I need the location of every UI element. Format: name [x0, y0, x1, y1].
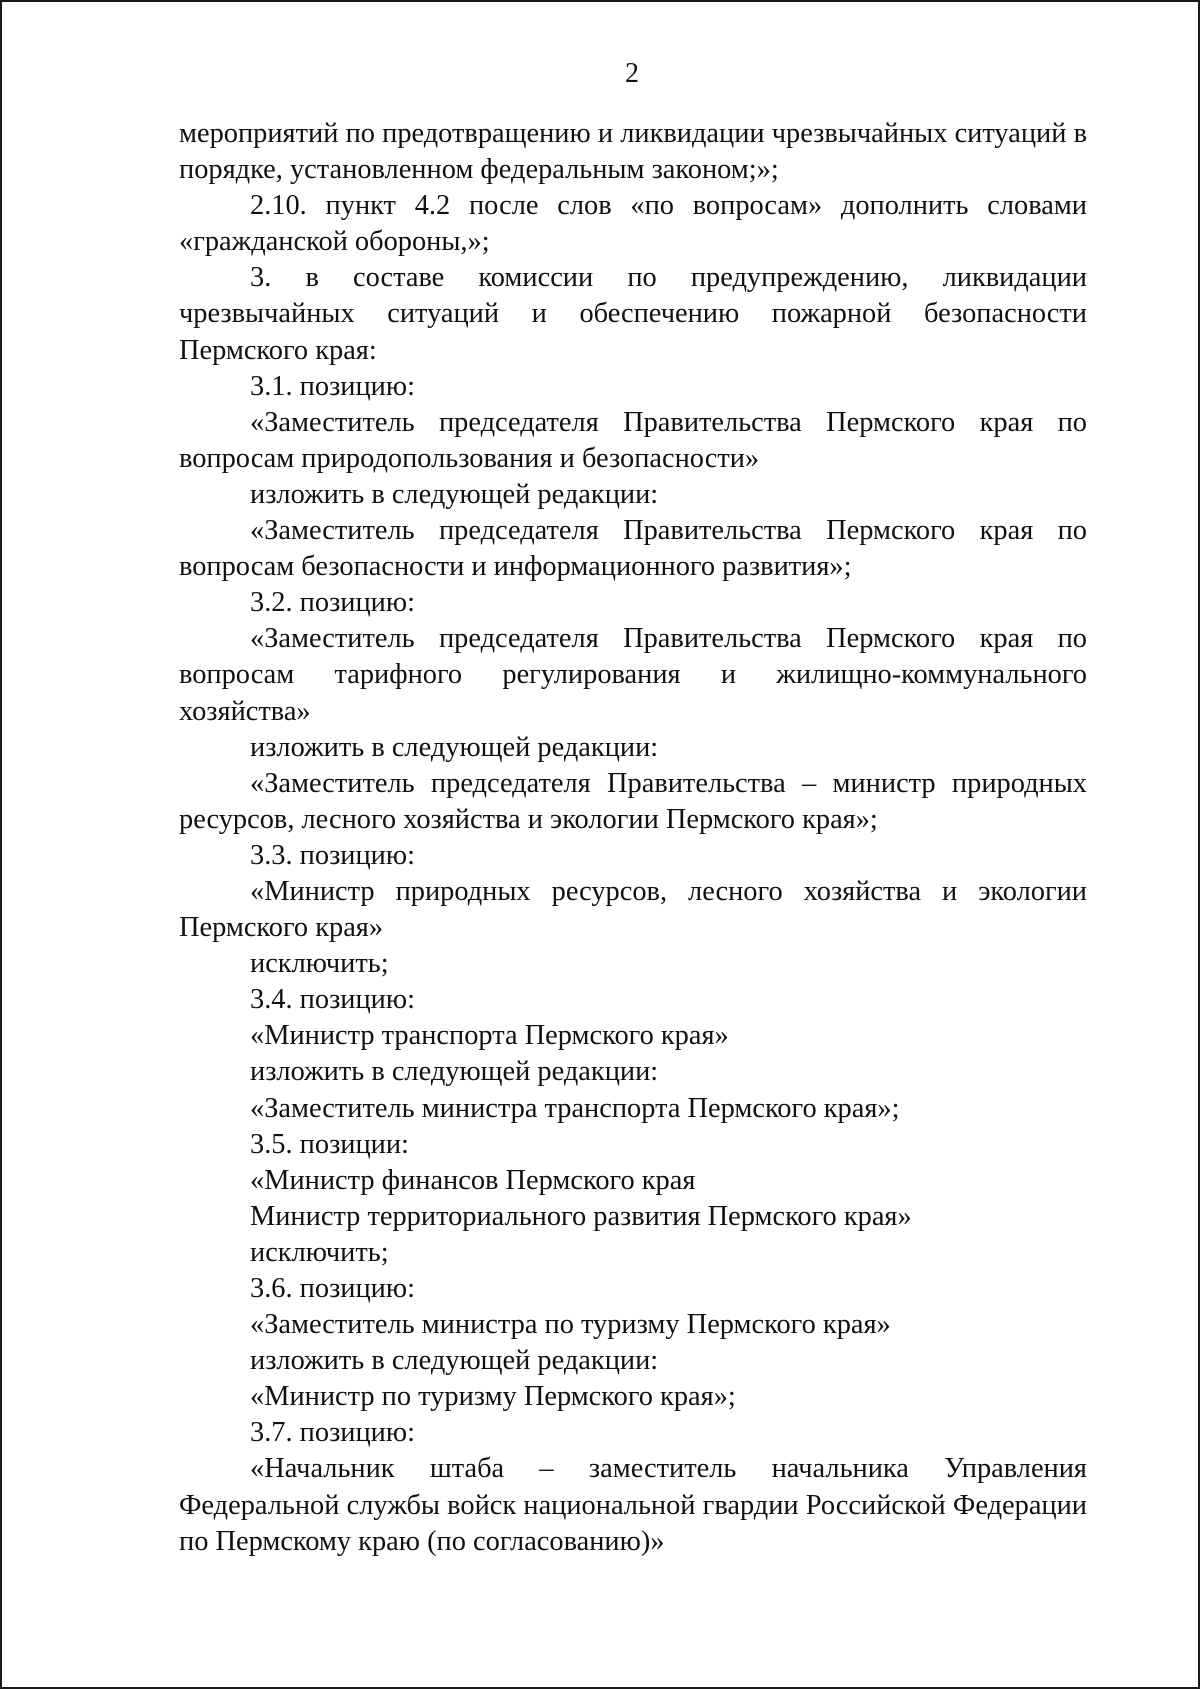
paragraph: 3.2. позицию: [250, 587, 415, 619]
paragraph: 3.7. позицию: [250, 1417, 415, 1449]
paragraph: «Заместитель министра транспорта Пермского края»; [250, 1092, 900, 1124]
paragraph: 3.4. позицию: [250, 984, 415, 1016]
paragraph: «Министр природных ресурсов, лесного хозяйства и экологии Пермского края» [179, 875, 1087, 944]
paragraph: «Заместитель председателя Правительства Пермского края по вопросам природопользования и безопасности» [179, 406, 1087, 474]
paragraph: 3. в составе комиссии по предупреждению, ликвидации чрезвычайных ситуаций и обеспечению пожарной безопасности Пермского края: [179, 262, 1087, 366]
paragraph: исключить; [250, 948, 389, 980]
paragraph: «Министр финансов Пермского края [250, 1164, 696, 1196]
paragraph: 3.6. позицию: [250, 1273, 415, 1304]
paragraph: изложить в следующей редакции: [250, 1345, 659, 1377]
page-number: 2 [625, 58, 639, 89]
paragraph: «Министр по туризму Пермского края»; [250, 1381, 736, 1413]
scan-edge-left [0, 0, 2, 1689]
document-body [179, 116, 1087, 1560]
scan-edge-top [0, 0, 1200, 2]
paragraph: 2.10. пункт 4.2 после слов «по вопросам» дополнить словами «гражданской обороны,»; [179, 190, 1087, 258]
paragraph: 3.1. позицию: [250, 370, 415, 402]
paragraph: изложить в следующей редакции: [250, 478, 659, 510]
paragraph: Министр территориального развития Пермского края» [250, 1200, 912, 1232]
paragraph: изложить в следующей редакции: [250, 1056, 659, 1088]
paragraph: «Заместитель председателя Правительства Пермского края по вопросам безопасности и информационного развития»; [179, 515, 1087, 583]
paragraph: исключить; [250, 1236, 389, 1268]
paragraph: мероприятий по предотвращению и ликвидации чрезвычайных ситуаций в порядке, установленном федеральным законом;»; [179, 118, 1087, 186]
paragraph: 3.5. позиции: [250, 1128, 409, 1160]
paragraph: «Начальник штаба – заместитель начальника Управления Федеральной службы войск национальной гвардии Российской Федерации по Пермскому краю (по согласованию)» [179, 1453, 1087, 1557]
paragraph: «Заместитель министра по туризму Пермского края» [250, 1309, 891, 1341]
paragraph: «Заместитель председателя Правительства Пермского края по вопросам тарифного регулирования и жилищно-коммунального хозяйства» [179, 623, 1087, 727]
paragraph: 3.3. позицию: [250, 839, 415, 871]
paragraph: «Заместитель председателя Правительства – министр природных ресурсов, лесного хозяйства и экологии Пермского края»; [179, 767, 1087, 835]
paragraph: «Министр транспорта Пермского края» [250, 1020, 729, 1052]
paragraph: изложить в следующей редакции: [250, 731, 659, 763]
